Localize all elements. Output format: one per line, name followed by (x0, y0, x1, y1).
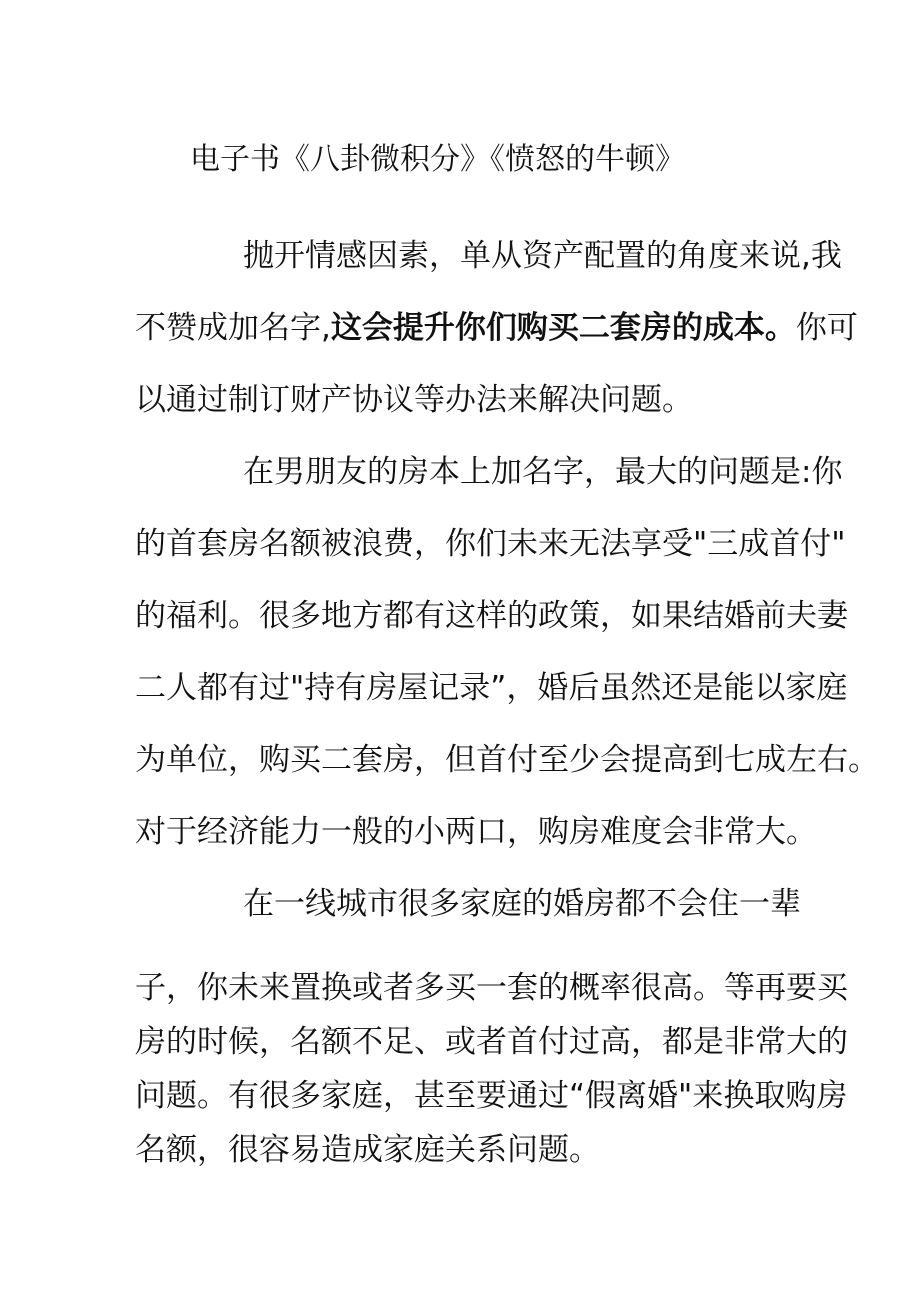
paragraph-3-line-5: 名额，很容易造成家庭关系问题。 (135, 1132, 600, 1168)
paragraph-2-line-4: 二人都有过"持有房屋记录”，婚后虽然还是能以家庭 (135, 670, 848, 706)
paragraph-3-line-3: 房的时候，名额不足、或者首付过高，都是非常大的 (135, 1024, 848, 1060)
paragraph-2-line-6: 对于经济能力一般的小两口，购房难度会非常大。 (135, 814, 817, 850)
paragraph-1-line-1: 抛开情感因素，单从资产配置的角度来说,我 (243, 238, 842, 274)
paragraph-2-line-2: 的首套房名额被浪费，你们未来无法享受"三成首付" (135, 526, 846, 562)
paragraph-2-line-1: 在男朋友的房本上加名字，最大的问题是:你 (243, 454, 843, 490)
paragraph-1-line-2 (135, 308, 858, 348)
paragraph-1-line-3: 以通过制订财产协议等办法来解决问题。 (135, 382, 693, 418)
paragraph-3-line-2: 子，你未来置换或者多买一套的概率很高。等再要买 (135, 970, 848, 1006)
paragraph-3-line-1: 在一线城市很多家庭的婚房都不会住一辈 (243, 886, 801, 922)
paragraph-1-line-2-tail: 你可 (795, 310, 858, 346)
paragraph-1-line-2-bold: 这会提升你们购买二套房的成本。 (330, 310, 796, 346)
paragraph-1-line-2-normal: 不赞成加名字, (135, 310, 331, 346)
document-title: 电子书《八卦微积分》《愤怒的牛顿》 (190, 142, 685, 177)
paragraph-2-line-5: 为单位，购买二套房，但首付至少会提高到七成左右。 (135, 742, 879, 778)
paragraph-2-line-3: 的福利。很多地方都有这样的政策，如果结婚前夫妻 (135, 598, 848, 634)
paragraph-3-line-4: 问题。有很多家庭，甚至要通过“假离婚"来换取购房 (135, 1078, 848, 1114)
